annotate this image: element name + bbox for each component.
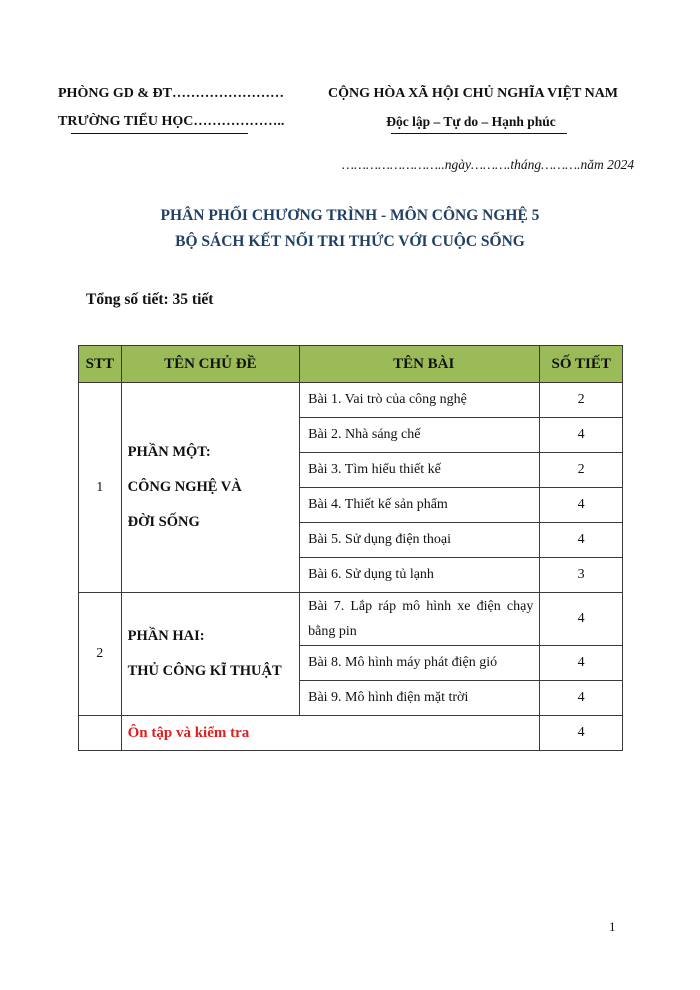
lesson-name: Bài 4. Thiết kế sản phẩm [300,488,540,523]
right-underline-divider [391,133,567,134]
topic-line: PHẦN HAI: [127,628,205,644]
page-number: 1 [609,919,616,934]
topic-line: CÔNG NGHỆ VÀ [127,479,242,495]
table-row [79,593,623,646]
lesson-periods: 4 [540,488,623,523]
lesson-periods: 3 [540,558,623,593]
header-stt: STT [79,346,122,383]
header-periods: SỐ TIẾT [540,346,623,383]
date-line: ……………………..ngày……….tháng……….năm 2024 [342,157,635,172]
section-topic [121,383,300,593]
lesson-periods: 4 [540,523,623,558]
table-header-row [79,346,623,383]
lesson-name: Bài 6. Sử dụng tủ lạnh [300,558,540,593]
document-title: PHÂN PHỐI CHƯƠNG TRÌNH - MÔN CÔNG NGHỆ 5 [160,207,540,224]
section-topic [121,593,300,716]
lesson-periods: 2 [540,383,623,418]
lesson-name: Bài 9. Mô hình điện mặt trời [300,681,540,716]
lesson-periods: 4 [540,593,623,646]
lesson-periods: 4 [540,681,623,716]
national-motto: Độc lập – Tự do – Hạnh phúc [386,114,556,129]
curriculum-table [78,345,623,751]
lesson-name: Bài 7. Lắp ráp mô hình xe điện chạy bằng pin [300,593,540,646]
section-number: 1 [79,383,122,593]
topic-line: THỦ CÔNG KĨ THUẬT [127,663,282,679]
review-stt-empty [79,716,122,751]
lesson-periods: 2 [540,453,623,488]
review-label: Ôn tập và kiểm tra [121,716,540,751]
school-label: TRƯỜNG TIỂU HỌC……………….. [58,114,285,129]
lesson-name: Bài 2. Nhà sáng chế [300,418,540,453]
lesson-name: Bài 3. Tìm hiểu thiết kế [300,453,540,488]
topic-line: ĐỜI SỐNG [127,514,200,530]
lesson-periods: 4 [540,646,623,681]
document-subtitle: BỘ SÁCH KẾT NỐI TRI THỨC VỚI CUỘC SỐNG [175,233,525,250]
lesson-name: Bài 1. Vai trò của công nghệ [300,383,540,418]
header-topic: TÊN CHỦ ĐỀ [121,346,300,383]
table-row [79,383,623,418]
national-title: CỘNG HÒA XÃ HỘI CHỦ NGHĨA VIỆT NAM [328,86,619,101]
left-underline-divider [71,133,248,134]
lesson-periods: 4 [540,418,623,453]
total-periods: Tổng số tiết: 35 tiết [86,291,214,308]
lesson-name: Bài 5. Sử dụng điện thoại [300,523,540,558]
header-lesson: TÊN BÀI [300,346,540,383]
review-row [79,716,623,751]
lesson-name: Bài 8. Mô hình máy phát điện gió [300,646,540,681]
section-number: 2 [79,593,122,716]
department-label: PHÒNG GD & ĐT…………………… [58,86,284,101]
topic-line: PHẦN MỘT: [127,444,211,460]
review-periods: 4 [540,716,623,751]
